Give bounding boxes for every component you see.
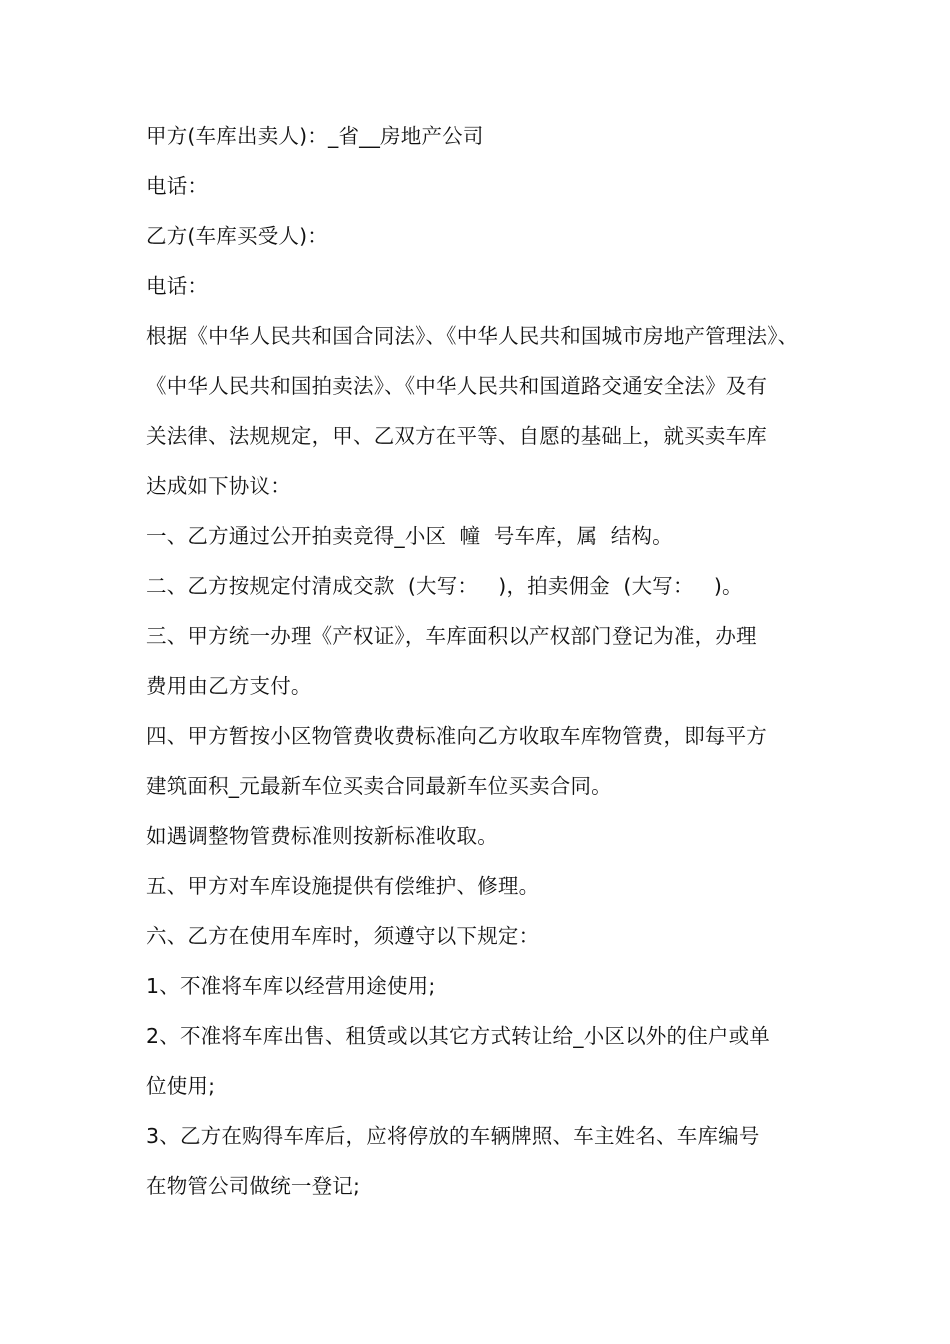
rule-3-line: 3、乙方在购得车库后，应将停放的车辆牌照、车主姓名、车库编号 [146,1124,760,1148]
clause-4-line: 四、甲方暂按小区物管费收费标准向乙方收取车库物管费，即每平方 [146,724,767,748]
clause-5-line: 五、甲方对车库设施提供有偿维护、修理。 [146,874,540,898]
party-b-phone-line: 电话： [146,274,209,298]
preamble-line: 达成如下协议： [146,474,291,498]
clause-3-line: 费用由乙方支付。 [146,674,312,698]
rule-2-line: 位使用; [146,1074,216,1098]
rule-3-line: 在物管公司做统一登记; [146,1174,361,1198]
clause-2-line: 二、乙方按规定付清成交款 (大写： )，拍卖佣金 (大写： )。 [146,574,743,598]
clause-3-line: 三、甲方统一办理《产权证》，车库面积以产权部门登记为准，办理 [146,624,757,648]
rule-2-line: 2、不准将车库出售、租赁或以其它方式转让给_小区以外的住户或单 [146,1024,770,1048]
preamble-line: 《中华人民共和国拍卖法》、《中华人民共和国道路交通安全法》及有 [146,374,768,398]
preamble-line: 关法律、法规规定，甲、乙双方在平等、自愿的基础上，就买卖车库 [146,424,767,448]
rule-1-line: 1、不准将车库以经营用途使用; [146,974,436,998]
party-b-line: 乙方(车库买受人)： [146,224,328,248]
party-a-line: 甲方(车库出卖人)：_省__房地产公司 [146,124,484,148]
party-a-phone-line: 电话： [146,174,209,198]
clause-4-line: 建筑面积_元最新车位买卖合同最新车位买卖合同。 [146,774,612,798]
clause-4-line: 如遇调整物管费标准则按新标准收取。 [146,824,498,848]
preamble-line: 根据《中华人民共和国合同法》、《中华人民共和国城市房地产管理法》、 [146,324,799,348]
clause-6-line: 六、乙方在使用车库时，须遵守以下规定： [146,924,540,948]
clause-1-line: 一、乙方通过公开拍卖竞得_小区 幢 号车库，属 结构。 [146,524,673,548]
